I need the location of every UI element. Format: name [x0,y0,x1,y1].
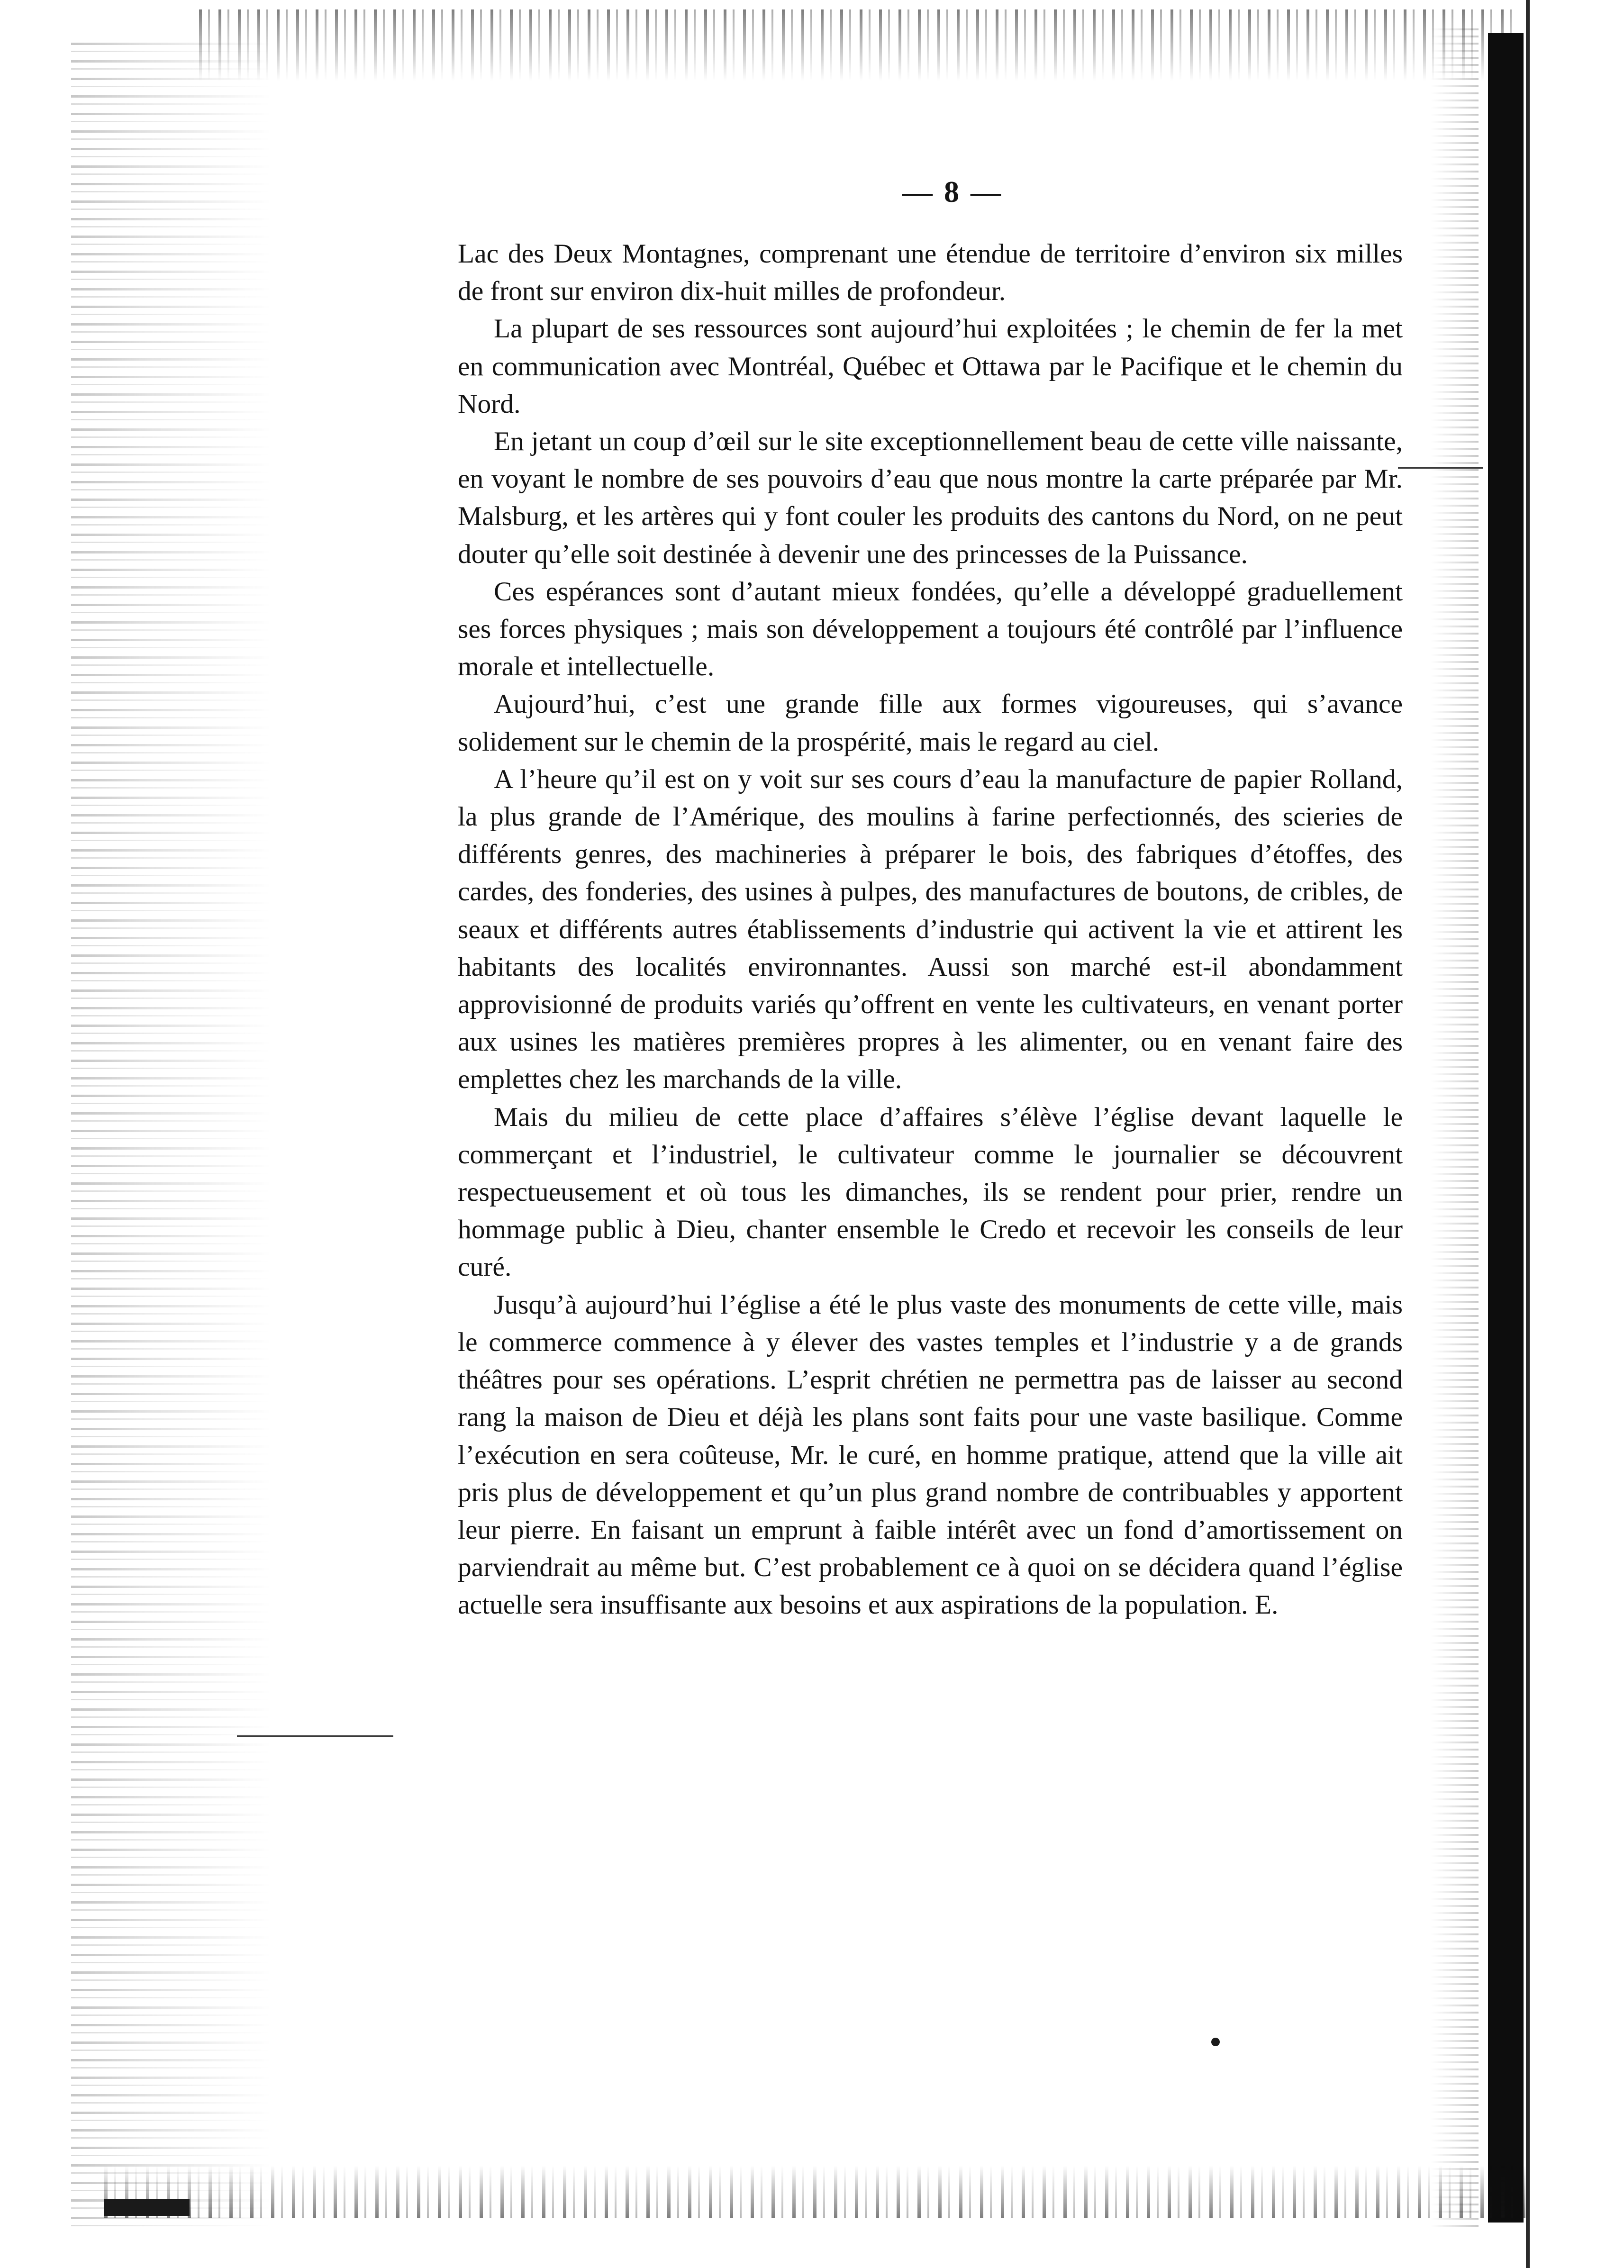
page-number: — 8 — [902,175,1003,209]
scan-edge-right [1488,33,1524,2223]
paragraph: La plupart de ses ressources sont aujourd’hui exploitées ; le chemin de fer la met en communication avec Montréal, Québec et Ottawa par le Pacifique et le chemin du Nord. [458,314,1403,419]
paragraph: Lac des Deux Montagnes, comprenant une étendue de territoire d’environ six milles de front sur environ dix-huit milles de profondeur. [458,239,1403,307]
paragraph: Aujourd’hui, c’est une grande fille aux formes vigoureuses, qui s’avance solidement sur le chemin de la prospérité, mais le regard au ciel. [458,689,1403,757]
scan-edge-right-noise [1431,28,1479,2227]
stray-pen-line [1398,467,1483,469]
paragraph: Jusqu’à aujourd’hui l’église a été le plus vaste des monuments de cette ville, mais le commerce commence à y élever des vastes temples et l’industrie y a de grands théâtres pour ses opérations. L’esprit chrétien ne permettra pas de laisser au second rang la maison de Dieu et déjà les plans sont faits pour une vaste basilique. Comme l’exécution en sera coûteuse, Mr. le curé, en homme pratique, attend que la ville ait pris plus de développement et qu’un plus grand nombre de contribuables y apportent leur pierre. En faisant un emprunt à faible intérêt avec un fond d’amortissement on parviendrait au même but. C’est probablement ce à quoi on se décidera quand l’église actuelle sera insuffisante aux besoins et aux aspirations de la population. E. [458,1289,1403,1620]
paragraph: Mais du milieu de cette place d’affaires s’élève l’église devant laquelle le commerçant et l’industriel, le cultivateur comme le journalier se découvrent respectueusement et où tous les dimanches, ils se rendent pour prier, rendre un hommage public à Dieu, chanter ensemble le Credo et recevoir les conseils de leur curé. [458,1102,1403,1282]
stray-ink-dot [1211,2038,1220,2046]
scan-edge-bottom [104,2166,1526,2218]
scan-edge-top [199,9,1516,81]
paragraph: Ces espérances sont d’autant mieux fondées, qu’elle a développé graduellement ses forces physiques ; mais son développement a toujours été contrôlé par l’influence morale et intellectuelle. [458,576,1403,682]
stray-pen-line [237,1735,393,1737]
paragraph: A l’heure qu’il est on y voit sur ses cours d’eau la manufacture de papier Rolland, la plus grande de l’Amérique, des moulins à farine perfectionnés, des scieries de différents genres, des machineries à préparer le bois, des fabriques d’étoffes, des cardes, des fonderies, des usines à pulpes, des manufactures de boutons, de cribles, de seaux et différents autres établissements d’industrie qui activent la vie et attirent les habitants des localités environnantes. Aussi son marché est-il abondamment approvisionné de produits variés qu’offrent en vente les cultivateurs, en venant porter aux usines les matières premières propres à les alimenter, ou en venant faire des emplettes chez les marchands de la ville. [458,764,1403,1095]
scan-edge-right-line [1526,0,1530,2268]
scan-edge-bottom-mark [104,2199,190,2216]
scan-edge-left [71,43,270,2232]
paragraph: En jetant un coup d’œil sur le site exceptionnellement beau de cette ville naissante, en voyant le nombre de ses pouvoirs d’eau que nous montre la carte préparée par Mr. Malsburg, et les artères qui y font couler les produits des cantons du Nord, on ne peut douter qu’elle soit destinée à devenir une des princesses de la Puissance. [458,426,1403,569]
body-text [458,235,1403,1624]
